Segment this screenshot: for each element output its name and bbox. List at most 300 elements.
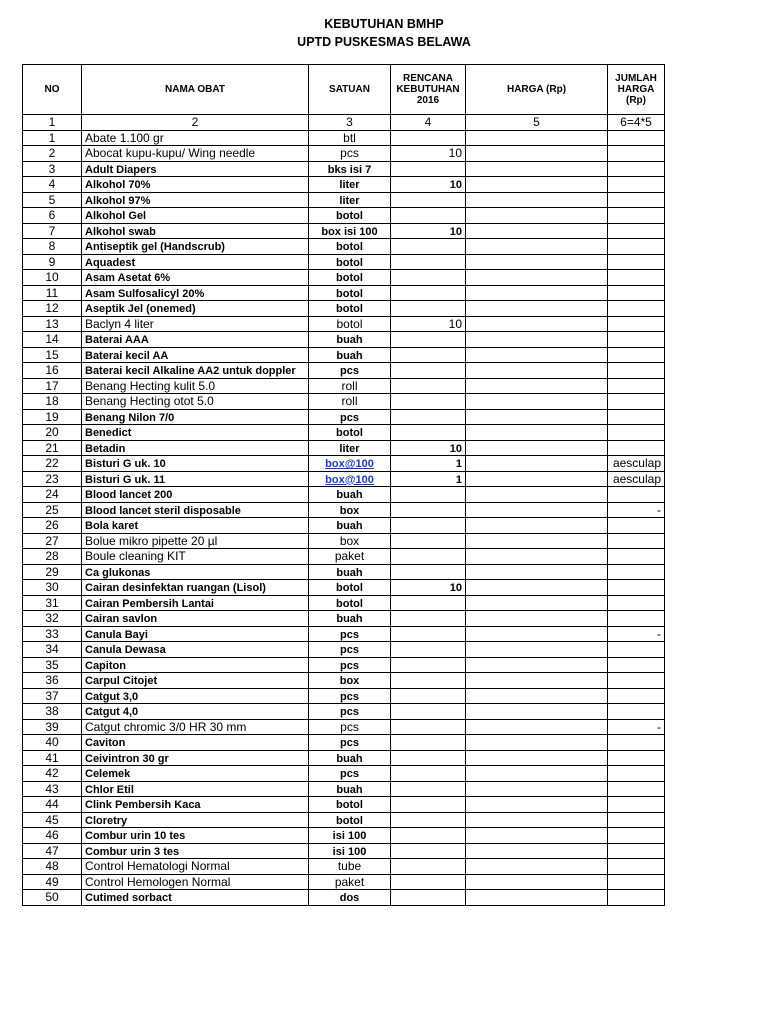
row-satuan-text: buah [336,613,363,626]
table-row [23,704,665,720]
row-no [23,223,82,239]
row-nama-obat-text: Abate 1.100 gr [85,130,164,145]
row-nama-obat-text: Capiton [85,659,126,672]
row-jumlah [608,564,665,580]
row-jumlah [608,487,665,503]
table-row [23,270,665,286]
row-harga [466,626,608,642]
row-jumlah [608,146,665,162]
row-no [23,781,82,797]
row-satuan-text: pcs [340,365,359,378]
row-nama-obat [82,301,309,317]
row-rencana [391,378,466,394]
row-satuan-text: dos [339,892,360,905]
table-body [23,130,665,905]
row-satuan [309,828,391,844]
row-harga [466,595,608,611]
row-no [23,533,82,549]
table-row [23,626,665,642]
row-jumlah [608,533,665,549]
row-satuan-text: buah [336,334,363,347]
row-no-text: 42 [45,766,59,781]
row-nama-obat [82,223,309,239]
row-no-text: 18 [45,394,59,409]
row-rencana [391,146,466,162]
row-no [23,797,82,813]
row-no [23,704,82,720]
row-no [23,828,82,844]
row-nama-obat-text: Chlor Etil [85,783,134,796]
row-satuan-text: botol [336,814,363,827]
row-rencana [391,254,466,270]
row-no-text: 26 [45,518,59,533]
table-row [23,130,665,146]
row-nama-obat [82,177,309,193]
row-nama-obat-text: Ca glukonas [85,566,151,579]
row-satuan [309,394,391,410]
table-row [23,223,665,239]
row-jumlah [608,719,665,735]
row-satuan-text: botol [336,287,363,300]
row-harga [466,177,608,193]
row-satuan-text: paket [334,549,365,564]
row-satuan [309,797,391,813]
row-satuan [309,301,391,317]
row-harga [466,378,608,394]
row-rencana [391,270,466,286]
row-satuan [309,316,391,332]
table-row [23,440,665,456]
row-rencana [391,502,466,518]
row-satuan-text: box [339,675,360,688]
row-harga [466,208,608,224]
row-nama-obat [82,270,309,286]
row-satuan-link[interactable]: box@100 [325,458,374,471]
table-row [23,239,665,255]
row-no [23,394,82,410]
row-no-text: 43 [45,781,59,796]
row-no-text: 44 [45,797,59,812]
row-nama-obat [82,239,309,255]
table-row [23,347,665,363]
row-satuan-text: pcs [340,706,359,719]
row-nama-obat [82,378,309,394]
row-satuan [309,812,391,828]
table-row [23,874,665,890]
row-satuan-text: buah [336,566,363,579]
row-satuan [309,177,391,193]
row-no-text: 48 [45,859,59,874]
table-row [23,301,665,317]
row-no-text: 33 [45,626,59,641]
row-rencana-text: 10 [448,316,462,331]
row-rencana [391,456,466,472]
table-row [23,859,665,875]
row-nama-obat-text: Abocat kupu-kupu/ Wing needle [85,146,256,161]
row-harga [466,828,608,844]
row-nama-obat-text: Alkohol Gel [85,210,147,223]
row-nama-obat [82,797,309,813]
row-harga [466,471,608,487]
row-jumlah [608,859,665,875]
row-harga [466,254,608,270]
row-no [23,611,82,627]
row-harga [466,688,608,704]
row-harga [466,874,608,890]
row-jumlah-text: - [657,626,661,641]
table-row [23,378,665,394]
row-satuan [309,580,391,596]
row-nama-obat [82,673,309,689]
row-no-text: 6 [48,208,56,223]
row-rencana [391,828,466,844]
row-jumlah [608,223,665,239]
row-satuan-text: botol [336,241,363,254]
row-no [23,239,82,255]
row-nama-obat [82,208,309,224]
row-rencana [391,518,466,534]
header-harga: HARGA (Rp) [466,65,608,115]
row-harga [466,394,608,410]
row-nama-obat-text: Cairan desinfektan ruangan (Lisol) [85,582,266,595]
row-rencana-text: 10 [449,442,462,455]
row-no-text: 46 [45,828,59,843]
row-no [23,456,82,472]
row-no [23,766,82,782]
row-no-text: 23 [45,471,59,486]
row-rencana [391,781,466,797]
row-satuan [309,502,391,518]
row-satuan-text: botol [336,597,363,610]
table-row [23,208,665,224]
row-nama-obat-text: Benedict [85,427,132,440]
row-no [23,161,82,177]
row-harga [466,797,608,813]
row-nama-obat-text: Bola karet [85,520,139,533]
row-nama-obat [82,704,309,720]
row-no [23,657,82,673]
row-harga [466,332,608,348]
row-rencana [391,642,466,658]
row-nama-obat-text: Celemek [85,768,131,781]
row-nama-obat-text: Benang Hecting kulit 5.0 [85,378,216,393]
row-harga [466,161,608,177]
row-no [23,874,82,890]
row-no-text: 31 [45,595,59,610]
row-rencana [391,239,466,255]
row-satuan-text: liter [339,179,360,192]
row-rencana [391,719,466,735]
row-no-text: 38 [45,704,59,719]
row-nama-obat [82,657,309,673]
row-nama-obat-text: Catgut 3,0 [85,690,139,703]
row-no [23,518,82,534]
table-row [23,735,665,751]
row-no-text: 21 [45,440,59,455]
row-nama-obat [82,533,309,549]
row-rencana [391,890,466,906]
row-jumlah [608,704,665,720]
row-rencana [391,843,466,859]
row-no [23,254,82,270]
row-satuan [309,440,391,456]
row-satuan-text: botol [336,303,363,316]
row-jumlah [608,642,665,658]
row-satuan-text: bks isi 7 [327,163,372,176]
row-no [23,487,82,503]
row-satuan-text: pcs [340,659,359,672]
row-satuan-text: pcs [340,737,359,750]
row-jumlah [608,254,665,270]
row-satuan [309,704,391,720]
row-satuan-text: isi 100 [332,830,367,843]
row-jumlah [608,797,665,813]
row-nama-obat-text: Aquadest [85,256,136,269]
row-satuan-text: box [339,504,360,517]
row-nama-obat [82,719,309,735]
row-nama-obat [82,146,309,162]
row-satuan-text: botol [336,799,363,812]
row-rencana [391,580,466,596]
row-nama-obat-text: Baterai kecil Alkaline AA2 untuk doppler [85,365,296,378]
row-harga [466,456,608,472]
table-row [23,673,665,689]
row-satuan-text: pcs [340,719,359,734]
row-no-text: 11 [45,285,59,300]
row-satuan-text: botol [336,316,363,331]
row-harga [466,146,608,162]
row-satuan [309,285,391,301]
row-satuan-text: botol [336,210,363,223]
table-row [23,254,665,270]
row-satuan [309,874,391,890]
row-nama-obat-text: Alkohol 70% [85,179,151,192]
row-satuan [309,626,391,642]
row-satuan-text: tube [337,859,362,874]
row-nama-obat [82,580,309,596]
row-nama-obat [82,642,309,658]
row-rencana [391,409,466,425]
row-no-text: 32 [45,611,59,626]
row-no [23,890,82,906]
row-harga [466,750,608,766]
row-satuan-text: isi 100 [332,845,367,858]
row-satuan [309,347,391,363]
row-no-text: 37 [45,688,59,703]
row-satuan [309,719,391,735]
row-no [23,146,82,162]
row-no-text: 40 [45,735,59,750]
row-jumlah [608,177,665,193]
row-jumlah [608,611,665,627]
row-jumlah [608,347,665,363]
row-nama-obat-text: Canula Dewasa [85,644,166,657]
table-row [23,564,665,580]
row-satuan [309,254,391,270]
row-no-text: 13 [45,316,59,331]
row-no-text: 20 [45,425,59,440]
row-satuan-text: pcs [340,146,359,161]
row-nama-obat [82,781,309,797]
row-satuan-text: liter [339,442,360,455]
row-rencana [391,750,466,766]
row-satuan [309,735,391,751]
row-nama-obat-text: Ceivintron 30 gr [85,752,169,765]
row-satuan-text: pcs [340,768,359,781]
row-no [23,363,82,379]
row-satuan [309,533,391,549]
row-harga [466,704,608,720]
row-satuan [309,518,391,534]
column-number-row [23,115,665,131]
row-no-text: 47 [45,843,59,858]
row-nama-obat [82,363,309,379]
table-row [23,487,665,503]
row-no [23,208,82,224]
row-no [23,673,82,689]
row-jumlah [608,425,665,441]
table-row [23,192,665,208]
row-rencana-text: 1 [455,458,462,471]
row-nama-obat-text: Betadin [85,442,126,455]
row-harga [466,285,608,301]
row-satuan-text: botol [336,256,363,269]
row-satuan [309,409,391,425]
row-satuan-text: buah [336,783,363,796]
row-jumlah [608,192,665,208]
table-row [23,657,665,673]
table-row [23,363,665,379]
row-jumlah-text: - [657,719,661,734]
row-no-text: 36 [45,673,59,688]
row-rencana [391,130,466,146]
row-harga [466,549,608,565]
row-jumlah [608,378,665,394]
row-jumlah [608,301,665,317]
row-satuan-text: btl [343,130,356,145]
row-nama-obat [82,332,309,348]
row-satuan [309,564,391,580]
row-rencana [391,688,466,704]
row-no-text: 49 [45,874,59,889]
row-nama-obat-text: Benang Hecting otot 5.0 [85,394,214,409]
row-no [23,270,82,286]
row-rencana [391,874,466,890]
row-satuan [309,642,391,658]
row-harga [466,487,608,503]
row-no-text: 17 [45,378,59,393]
row-satuan-link[interactable]: box@100 [325,473,374,486]
row-harga [466,502,608,518]
table-row [23,719,665,735]
row-satuan [309,332,391,348]
row-satuan [309,595,391,611]
row-nama-obat-text: Blood lancet 200 [85,489,173,502]
table-row [23,146,665,162]
row-jumlah [608,626,665,642]
row-rencana [391,487,466,503]
row-jumlah-text: aesculap [612,456,661,471]
row-jumlah [608,208,665,224]
row-nama-obat-text: Control Hemologen Normal [85,874,231,889]
row-rencana [391,161,466,177]
row-jumlah [608,766,665,782]
row-satuan [309,766,391,782]
row-satuan [309,843,391,859]
row-nama-obat [82,828,309,844]
table-row [23,316,665,332]
row-jumlah [608,828,665,844]
row-rencana-text: 10 [449,225,462,238]
row-no [23,332,82,348]
row-nama-obat [82,254,309,270]
row-harga [466,518,608,534]
row-satuan-text: botol [336,272,363,285]
row-nama-obat [82,735,309,751]
row-satuan [309,673,391,689]
row-jumlah [608,456,665,472]
row-nama-obat [82,316,309,332]
row-jumlah [608,812,665,828]
row-nama-obat [82,564,309,580]
row-jumlah [608,688,665,704]
row-jumlah [608,502,665,518]
document-subtitle: UPTD PUSKESMAS BELAWA [297,35,471,49]
row-jumlah [608,270,665,286]
row-satuan-text: buah [336,349,363,362]
row-satuan-text: botol [336,427,363,440]
row-nama-obat [82,347,309,363]
row-rencana [391,611,466,627]
row-nama-obat-text: Benang Nilon 7/0 [85,411,175,424]
header-row [23,65,665,115]
row-jumlah [608,580,665,596]
row-rencana [391,223,466,239]
table-row [23,332,665,348]
table-row [23,843,665,859]
row-satuan [309,223,391,239]
column-number: 4 [391,115,466,131]
row-harga [466,673,608,689]
row-no-text: 22 [45,456,59,471]
document-title: KEBUTUHAN BMHP [324,17,444,31]
row-no-text: 16 [45,363,59,378]
row-no-text: 8 [48,239,56,254]
row-no [23,719,82,735]
row-rencana [391,347,466,363]
row-satuan [309,750,391,766]
row-rencana [391,673,466,689]
row-nama-obat-text: Asam Sulfosalicyl 20% [85,287,205,300]
row-jumlah-text: - [657,502,661,517]
row-nama-obat-text: Baclyn 4 liter [85,316,154,331]
row-jumlah [608,285,665,301]
row-harga [466,223,608,239]
row-rencana [391,735,466,751]
row-satuan-text: box isi 100 [321,225,378,238]
row-nama-obat [82,859,309,875]
row-no-text: 10 [45,270,59,285]
row-nama-obat-text: Antiseptik gel (Handscrub) [85,241,225,254]
row-nama-obat [82,549,309,565]
row-harga [466,564,608,580]
row-harga [466,363,608,379]
table-row [23,161,665,177]
row-no-text: 1 [48,130,56,145]
row-rencana [391,301,466,317]
row-no [23,580,82,596]
row-satuan-text: pcs [340,411,359,424]
